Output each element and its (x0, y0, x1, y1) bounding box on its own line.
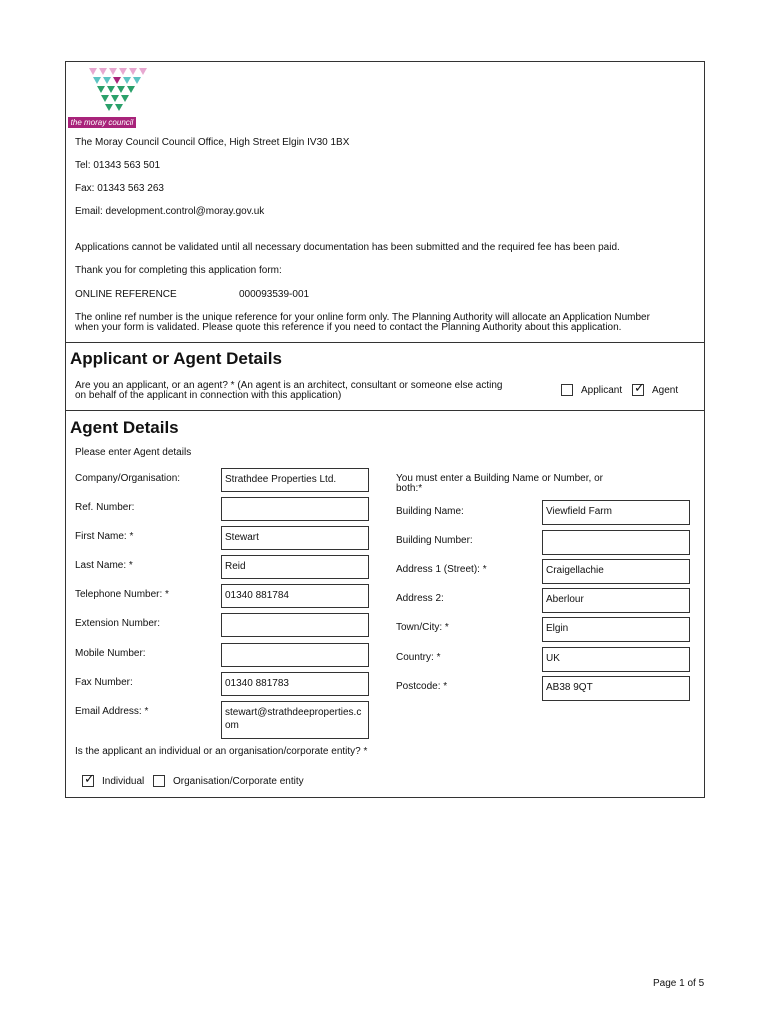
individual-checkbox[interactable] (82, 771, 95, 787)
last-name-label: Last Name: * (75, 560, 133, 571)
building-number-label: Building Number: (396, 535, 473, 546)
email-label: Email Address: * (75, 706, 149, 717)
address2-label: Address 2: (396, 593, 444, 604)
last-name-field[interactable]: Reid (221, 555, 369, 579)
office-address: The Moray Council Council Office, High Street Elgin IV30 1BX (75, 137, 350, 148)
address1-field[interactable]: Craigellachie (542, 559, 690, 584)
email-value-line1: stewart@strathdeeproperties.c (225, 707, 362, 718)
office-email: Email: development.control@moray.gov.uk (75, 206, 265, 217)
extension-label: Extension Number: (75, 618, 161, 629)
email-value-line2: om (225, 720, 239, 731)
country-label: Country: * (396, 652, 441, 663)
company-field[interactable]: Strathdee Properties Ltd. (221, 468, 369, 492)
mobile-label: Mobile Number: (75, 648, 146, 659)
office-tel: Tel: 01343 563 501 (75, 160, 161, 171)
country-field[interactable]: UK (542, 647, 690, 672)
ref-info-line1: The online ref number is the unique reference for your online form only. The Planning Authority will allocate an Application Number (75, 312, 650, 323)
agent-intro: Please enter Agent details (75, 447, 192, 458)
ref-number-label: Ref. Number: (75, 502, 135, 513)
first-name-field[interactable]: Stewart (221, 526, 369, 550)
telephone-field[interactable]: 01340 881784 (221, 584, 369, 608)
telephone-label: Telephone Number: * (75, 589, 169, 600)
office-fax: Fax: 01343 563 263 (75, 183, 164, 194)
organisation-checkbox[interactable] (153, 775, 165, 787)
agent-checkbox[interactable] (632, 380, 645, 396)
checkmark-icon: ✓ (84, 771, 95, 786)
applicant-checkbox[interactable] (561, 384, 573, 396)
ref-info-line2: when your form is validated. Please quote this reference if you need to contact the Planning Authority about this application. (75, 322, 622, 333)
postcode-label: Postcode: * (396, 681, 448, 692)
agent-section-title: Agent Details (70, 418, 179, 437)
thanks-text: Thank you for completing this application form: (75, 265, 282, 276)
extension-field[interactable] (221, 613, 369, 637)
address2-field[interactable]: Aberlour (542, 588, 690, 613)
checkmark-icon: ✓ (634, 380, 645, 395)
applicant-section-title: Applicant or Agent Details (70, 349, 282, 368)
application-form-frame (65, 61, 705, 798)
building-name-field[interactable]: Viewfield Farm (542, 500, 690, 525)
section-divider (66, 410, 704, 411)
building-number-field[interactable] (542, 530, 690, 555)
applicant-option-label: Applicant (581, 385, 623, 396)
company-label: Company/Organisation: (75, 473, 181, 484)
first-name-label: First Name: * (75, 531, 134, 542)
logo-banner: the moray council (68, 117, 136, 128)
validation-notice: Applications cannot be validated until all necessary documentation has been submitted and the required fee has been paid. (75, 242, 620, 253)
email-field[interactable] (221, 701, 369, 739)
organisation-option-label: Organisation/Corporate entity (173, 776, 304, 787)
moray-council-logo (87, 66, 147, 118)
online-ref-value: 000093539-001 (239, 289, 310, 300)
agent-option-label: Agent (652, 385, 679, 396)
fax-field[interactable]: 01340 881783 (221, 672, 369, 696)
online-ref-label: ONLINE REFERENCE (75, 289, 177, 300)
building-name-label: Building Name: (396, 506, 464, 517)
entity-question: Is the applicant an individual or an organisation/corporate entity? * (75, 746, 368, 757)
building-note-line2: both:* (396, 483, 423, 494)
individual-option-label: Individual (102, 776, 145, 787)
town-city-field[interactable]: Elgin (542, 617, 690, 642)
mobile-field[interactable] (221, 643, 369, 667)
applicant-question-line2: on behalf of the applicant in connection with this application) (75, 390, 342, 401)
fax-label: Fax Number: (75, 677, 133, 688)
postcode-field[interactable]: AB38 9QT (542, 676, 690, 701)
ref-number-field[interactable] (221, 497, 369, 521)
building-note-line1: You must enter a Building Name or Number, or (396, 473, 603, 484)
address1-label: Address 1 (Street): * (396, 564, 487, 575)
page-number: Page 1 of 5 (653, 978, 705, 989)
applicant-question-line1: Are you an applicant, or an agent? * (An agent is an architect, consultant or someone else acting (75, 380, 503, 391)
town-city-label: Town/City: * (396, 622, 449, 633)
section-divider (66, 342, 704, 343)
